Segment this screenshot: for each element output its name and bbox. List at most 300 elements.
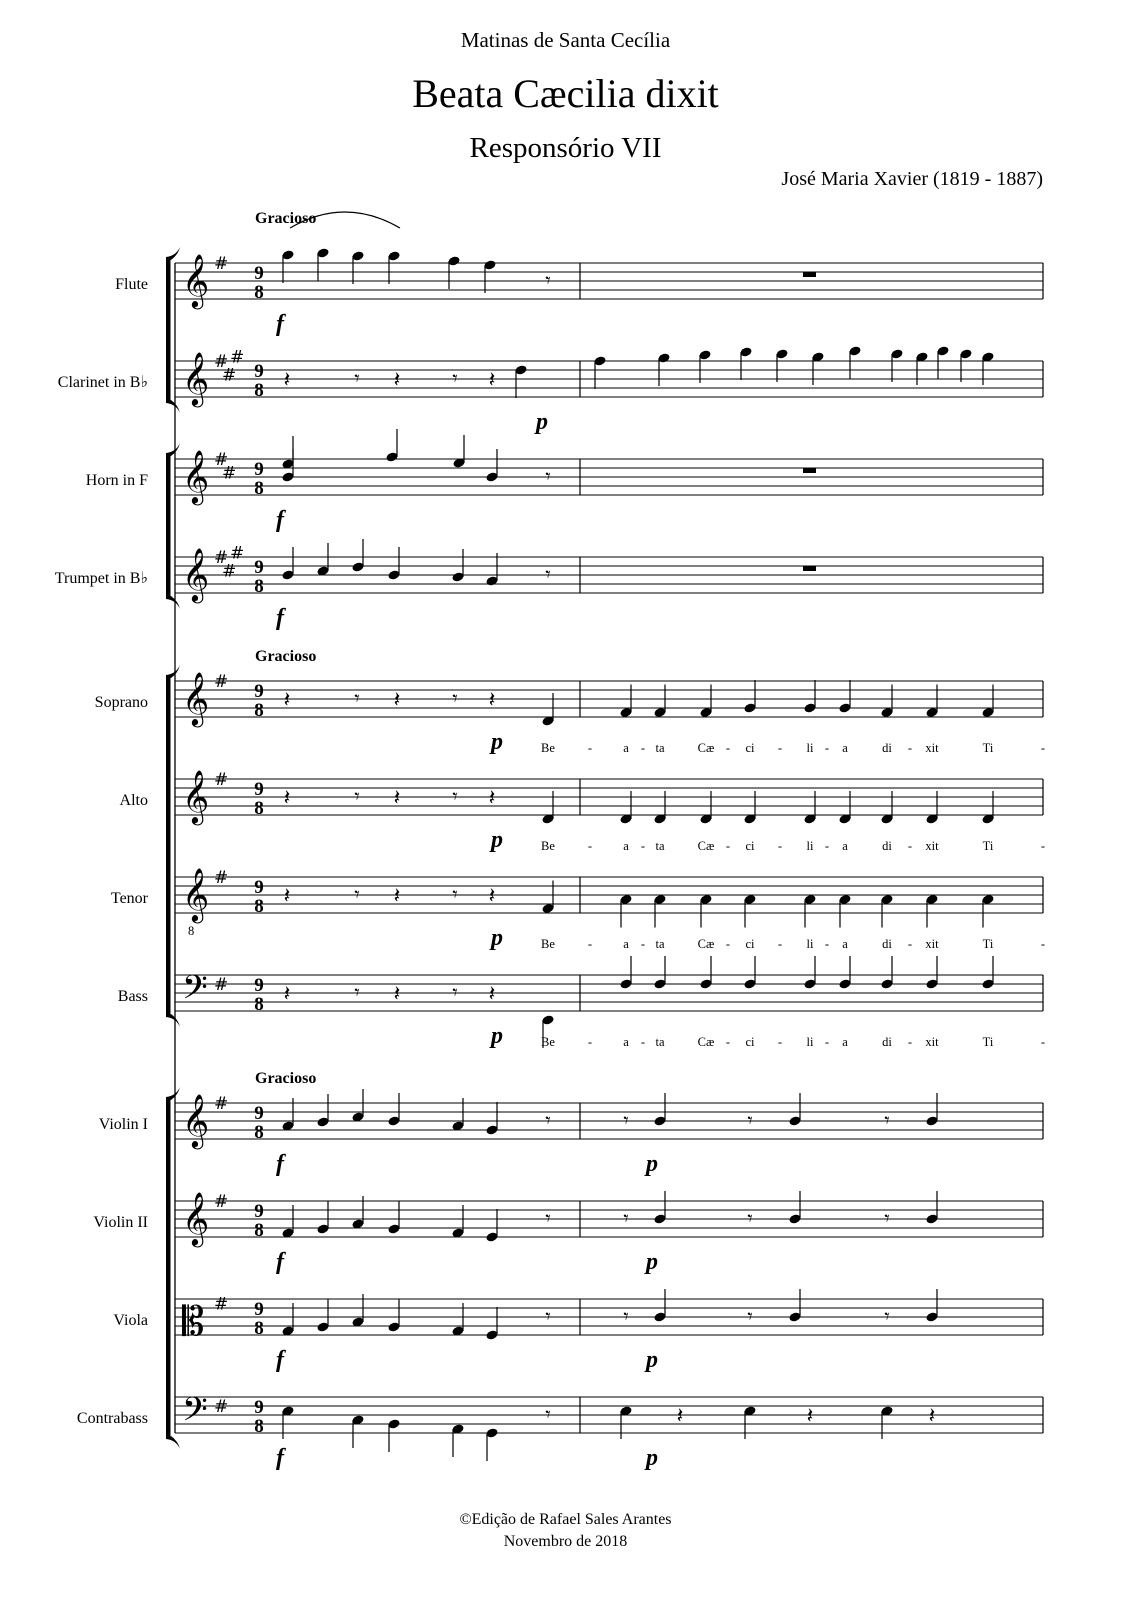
clarinet-note: [959, 348, 972, 382]
whole-rest: [803, 468, 816, 473]
staff-clarinet-in-b-: [58, 348, 1043, 436]
lyric-syllable: li: [806, 937, 814, 951]
eighth-rest: 𝄾: [354, 686, 360, 710]
key-signature-sharp: #: [214, 672, 229, 692]
eighth-rest: 𝄾: [884, 1206, 890, 1230]
violin2-note: [485, 1209, 498, 1243]
key-signature-sharp: #: [214, 1094, 229, 1114]
string-chord-note: [788, 1191, 801, 1225]
time-signature-bottom: 8: [254, 896, 264, 917]
time-signature-top: 9: [254, 263, 264, 284]
lyric-syllable: Ti: [982, 741, 994, 755]
quarter-rest: 𝄽: [488, 884, 496, 909]
clef-icon: 𝄢: [182, 969, 208, 1015]
eighth-rest: 𝄾: [623, 1108, 629, 1132]
quarter-rest: 𝄽: [393, 688, 401, 713]
trumpet-note: [387, 547, 400, 581]
staff-trumpet-in-b-: [55, 544, 1043, 632]
string-chord-note: [925, 1093, 938, 1127]
key-signature-sharp: #: [222, 561, 237, 582]
clarinet-note: [514, 364, 527, 398]
lyric-syllable: ci: [745, 937, 755, 951]
key-signature-sharp: #: [214, 254, 229, 274]
vocal-note: [880, 894, 893, 928]
lyric-syllable: a: [842, 1035, 848, 1049]
lyric-syllable: a: [842, 741, 848, 755]
clarinet-note: [739, 346, 752, 380]
flute-note: [281, 249, 294, 283]
time-signature-bottom: 8: [254, 1416, 264, 1437]
lyric-syllable: -: [640, 741, 646, 755]
vocal-note: [803, 894, 816, 928]
violin2-note: [316, 1201, 329, 1235]
string-chord-note: [788, 1289, 801, 1323]
lyric-syllable: li: [806, 1035, 814, 1049]
quarter-rest: 𝄽: [488, 786, 496, 811]
lyric-syllable: -: [907, 839, 913, 853]
eighth-rest: 𝄾: [452, 784, 458, 808]
instrument-label: Bass: [117, 988, 148, 1005]
staff-violin-ii: [93, 1191, 1043, 1275]
lyric-syllable: -: [777, 741, 783, 755]
tempo-marking: Gracioso: [255, 648, 317, 665]
eighth-rest: 𝄾: [747, 1304, 753, 1328]
dynamic-marking: f: [276, 1347, 284, 1373]
time-signature-bottom: 8: [254, 1122, 264, 1143]
brass-bracket: [166, 453, 171, 599]
eighth-rest: 𝄾: [452, 686, 458, 710]
dynamic-marking: p: [491, 925, 503, 951]
dynamic-marking: p: [646, 1249, 658, 1275]
lyric-syllable: Be: [541, 937, 555, 951]
eighth-rest: 𝄾: [452, 366, 458, 390]
brass-bracket-cap-bottom: [166, 596, 180, 609]
horn-note: [452, 435, 465, 469]
lyric-syllable: -: [725, 1035, 731, 1049]
trumpet-note: [485, 553, 498, 587]
vocal-note: [838, 956, 851, 990]
key-signature-sharp: #: [214, 1192, 229, 1212]
piece-subtitle: Responsório VII: [469, 132, 662, 164]
key-signature-sharp: #: [214, 1397, 229, 1417]
eighth-rest: 𝄾: [354, 980, 360, 1004]
key-signature-sharp: #: [230, 347, 245, 368]
key-signature-sharp: #: [222, 463, 237, 484]
vocal-note: [981, 956, 994, 990]
key-signature-sharp: #: [214, 770, 229, 790]
quarter-rest: 𝄽: [928, 1404, 936, 1429]
eighth-rest: 𝄾: [545, 268, 551, 292]
lyric-syllable: di: [882, 839, 892, 853]
woodwind-bracket: [166, 257, 171, 403]
lyric-syllable: Be: [541, 1035, 555, 1049]
lyric-syllable: Be: [541, 839, 555, 853]
eighth-rest: 𝄾: [545, 1206, 551, 1230]
vocal-note: [981, 894, 994, 928]
eighth-rest: 𝄾: [354, 784, 360, 808]
vocal-note: [653, 956, 666, 990]
eighth-rest: 𝄾: [354, 882, 360, 906]
viola-note: [485, 1307, 498, 1341]
instrument-label: Tenor: [110, 890, 148, 907]
eighth-rest: 𝄾: [884, 1108, 890, 1132]
staff-bass: [117, 969, 1046, 1049]
vocal-note: [743, 894, 756, 928]
lyric-syllable: a: [623, 1035, 629, 1049]
quarter-rest: 𝄽: [283, 368, 291, 393]
lyric-syllable: a: [842, 937, 848, 951]
viola-note: [387, 1299, 400, 1333]
vocal-note: [880, 956, 893, 990]
contrabass-note: [619, 1405, 632, 1439]
dynamic-marking: p: [536, 409, 548, 435]
vocal-note: [925, 791, 938, 825]
viola-note: [316, 1299, 329, 1333]
quarter-rest: 𝄽: [488, 982, 496, 1007]
tempo-marking: Gracioso: [255, 210, 317, 227]
lyric-syllable: -: [824, 741, 830, 755]
eighth-rest: 𝄾: [623, 1206, 629, 1230]
quarter-rest: 𝄽: [393, 884, 401, 909]
dynamic-marking: f: [276, 1151, 284, 1177]
quarter-rest: 𝄽: [283, 688, 291, 713]
trumpet-note: [351, 539, 364, 573]
staff-violin-i: [99, 1093, 1043, 1177]
instrument-label: Trumpet in B♭: [54, 570, 148, 587]
instrument-label: Flute: [115, 276, 148, 293]
eighth-rest: 𝄾: [623, 1304, 629, 1328]
quarter-rest: 𝄽: [283, 982, 291, 1007]
woodwind-bracket-cap-top: [166, 247, 180, 260]
vocal-note: [653, 894, 666, 928]
contrabass-note: [281, 1405, 294, 1439]
time-signature-top: 9: [254, 975, 264, 996]
clarinet-note: [915, 351, 928, 385]
staff-flute: [115, 253, 1043, 337]
lyric-syllable: a: [842, 839, 848, 853]
octave-marker: 8: [188, 924, 195, 938]
dynamic-marking: f: [276, 1445, 284, 1471]
lyric-syllable: ci: [745, 1035, 755, 1049]
woodwind-bracket-cap-bottom: [166, 400, 180, 413]
time-signature-bottom: 8: [254, 478, 264, 499]
brass-bracket-cap-top: [166, 443, 180, 456]
staff-contrabass: [77, 1391, 1043, 1471]
vocal-note: [803, 680, 816, 714]
vocal-note: [925, 956, 938, 990]
key-signature-sharp: #: [214, 352, 229, 372]
time-signature-top: 9: [254, 779, 264, 800]
choir-bracket-cap-top: [166, 665, 180, 678]
lyric-syllable: -: [725, 741, 731, 755]
violin1-note: [387, 1093, 400, 1127]
lyric-syllable: -: [777, 937, 783, 951]
staff-horn-in-f: [86, 449, 1043, 533]
clarinet-note: [890, 348, 903, 382]
whole-rest: [803, 272, 816, 277]
eighth-rest: 𝄾: [747, 1108, 753, 1132]
flute-note: [387, 250, 400, 284]
lyric-syllable: -: [777, 1035, 783, 1049]
eighth-rest: 𝄾: [452, 980, 458, 1004]
dynamic-marking: f: [276, 1249, 284, 1275]
lyric-syllable: Cæ: [697, 741, 715, 755]
vocal-note: [743, 956, 756, 990]
strings-bracket-cap-top: [166, 1087, 180, 1100]
lyric-syllable: -: [640, 937, 646, 951]
time-signature-top: 9: [254, 1397, 264, 1418]
lyric-syllable: -: [824, 1035, 830, 1049]
lyric-syllable: Ti: [982, 937, 994, 951]
lyric-syllable: -: [640, 839, 646, 853]
time-signature-top: 9: [254, 1103, 264, 1124]
contrabass-note: [451, 1423, 464, 1457]
time-signature-bottom: 8: [254, 994, 264, 1015]
vocal-note: [743, 791, 756, 825]
key-signature-sharp: #: [222, 365, 237, 386]
eighth-rest: 𝄾: [545, 464, 551, 488]
quarter-rest: 𝄽: [806, 1404, 814, 1429]
dynamic-marking: f: [276, 605, 284, 631]
lyric-syllable: Be: [541, 741, 555, 755]
violin1-note: [316, 1094, 329, 1128]
lyric-syllable: xit: [925, 741, 939, 755]
string-chord-note: [925, 1289, 938, 1323]
lyric-syllable: a: [623, 839, 629, 853]
clef-icon: 𝄡: [182, 1299, 205, 1345]
lyric-syllable: xit: [925, 1035, 939, 1049]
violin1-note: [351, 1089, 364, 1123]
clef-icon: 𝄞: [182, 449, 210, 503]
eighth-rest: 𝄾: [747, 1206, 753, 1230]
key-signature-sharp: #: [214, 450, 229, 470]
vocal-note: [838, 894, 851, 928]
key-signature-sharp: #: [230, 543, 245, 564]
quarter-rest: 𝄽: [393, 786, 401, 811]
time-signature-top: 9: [254, 361, 264, 382]
lyric-syllable: Cæ: [697, 1035, 715, 1049]
instrument-label: Clarinet in B♭: [57, 374, 148, 391]
flute-note: [316, 247, 329, 281]
lyric-syllable: -: [824, 839, 830, 853]
string-chord-note: [653, 1289, 666, 1323]
lyric-syllable: -: [725, 839, 731, 853]
trumpet-note: [281, 547, 294, 581]
clarinet-note: [811, 351, 824, 385]
collection-title: Matinas de Santa Cecília: [460, 28, 671, 52]
horn-note: [385, 429, 398, 463]
instrument-label: Horn in F: [85, 472, 148, 489]
clarinet-note: [981, 351, 994, 385]
vocal-note: [619, 791, 632, 825]
eighth-rest: 𝄾: [545, 1402, 551, 1426]
clef-icon: 𝄞: [182, 351, 210, 405]
choir-bracket: [166, 675, 171, 1017]
time-signature-top: 9: [254, 557, 264, 578]
dynamic-marking: p: [646, 1151, 658, 1177]
flute-note: [351, 250, 364, 284]
lyric-syllable: ta: [655, 937, 665, 951]
vocal-note: [803, 956, 816, 990]
vocal-note: [699, 791, 712, 825]
lyric-syllable: li: [806, 741, 814, 755]
vocal-note: [699, 956, 712, 990]
clarinet-note: [848, 345, 861, 379]
lyric-syllable: -: [824, 937, 830, 951]
eighth-rest: 𝄾: [545, 1108, 551, 1132]
quarter-rest: 𝄽: [676, 1404, 684, 1429]
dynamic-marking: p: [491, 729, 503, 755]
clarinet-note: [657, 352, 670, 386]
vocal-note: [838, 791, 851, 825]
lyric-syllable: -: [907, 741, 913, 755]
contrabass-note: [387, 1418, 400, 1452]
instrument-label: Violin II: [93, 1214, 148, 1231]
key-signature-sharp: #: [214, 548, 229, 568]
quarter-rest: 𝄽: [283, 786, 291, 811]
time-signature-bottom: 8: [254, 576, 264, 597]
lyric-syllable: xit: [925, 839, 939, 853]
lyric-syllable: ta: [655, 1035, 665, 1049]
lyric-syllable: -: [1040, 741, 1046, 755]
string-chord-note: [925, 1191, 938, 1225]
clef-icon: 𝄞: [182, 547, 210, 601]
lyric-syllable: a: [623, 741, 629, 755]
choir-bracket-cap-bottom: [166, 1014, 180, 1027]
time-signature-top: 9: [254, 877, 264, 898]
eighth-rest: 𝄾: [545, 562, 551, 586]
lyric-syllable: ta: [655, 741, 665, 755]
strings-bracket: [166, 1097, 171, 1439]
lyric-syllable: -: [725, 937, 731, 951]
instrument-label: Contrabass: [76, 1410, 148, 1427]
time-signature-top: 9: [254, 681, 264, 702]
lyric-syllable: a: [623, 937, 629, 951]
vocal-note: [699, 894, 712, 928]
lyric-syllable: -: [907, 937, 913, 951]
lyric-syllable: li: [806, 839, 814, 853]
clarinet-note: [936, 345, 949, 379]
time-signature-top: 9: [254, 1201, 264, 1222]
vocal-note: [743, 680, 756, 714]
clarinet-note: [775, 348, 788, 382]
clef-icon: 𝄢: [182, 1391, 208, 1437]
eighth-rest: 𝄾: [884, 1304, 890, 1328]
lyric-syllable: ci: [745, 741, 755, 755]
trumpet-note: [316, 543, 329, 577]
lyric-syllable: -: [1040, 937, 1046, 951]
dynamic-marking: f: [276, 311, 284, 337]
dynamic-marking: p: [646, 1347, 658, 1373]
lyric-syllable: di: [882, 741, 892, 755]
eighth-rest: 𝄾: [545, 1304, 551, 1328]
page-title: Beata Cæcilia dixit: [412, 71, 719, 116]
lyric-syllable: -: [587, 741, 593, 755]
flute-note: [483, 259, 496, 293]
time-signature-bottom: 8: [254, 1220, 264, 1241]
dynamic-marking: f: [276, 507, 284, 533]
clarinet-note: [698, 349, 711, 383]
string-chord-note: [653, 1093, 666, 1127]
time-signature-bottom: 8: [254, 1318, 264, 1339]
instrument-label: Alto: [119, 792, 148, 809]
quarter-rest: 𝄽: [393, 982, 401, 1007]
quarter-rest: 𝄽: [393, 368, 401, 393]
vocal-note: [619, 956, 632, 990]
instrument-label: Viola: [113, 1312, 148, 1329]
vocal-note: [981, 791, 994, 825]
clef-icon: 𝄞: [182, 671, 210, 725]
lyric-syllable: Ti: [982, 1035, 994, 1049]
lyric-syllable: -: [587, 937, 593, 951]
vocal-note: [880, 791, 893, 825]
clarinet-note: [593, 355, 606, 389]
quarter-rest: 𝄽: [488, 368, 496, 393]
time-signature-bottom: 8: [254, 700, 264, 721]
instrument-label: Soprano: [94, 694, 148, 711]
lyric-syllable: -: [587, 1035, 593, 1049]
lyric-syllable: -: [1040, 839, 1046, 853]
vocal-note: [925, 894, 938, 928]
dynamic-marking: p: [491, 827, 503, 853]
strings-bracket-cap-bottom: [166, 1436, 180, 1449]
lyric-syllable: -: [640, 1035, 646, 1049]
lyric-syllable: di: [882, 937, 892, 951]
staff-viola: [113, 1295, 1043, 1374]
lyric-syllable: xit: [925, 937, 939, 951]
key-signature-sharp: #: [214, 868, 229, 888]
eighth-rest: 𝄾: [354, 366, 360, 390]
clef-icon: 𝄞: [182, 1093, 210, 1147]
contrabass-note: [743, 1405, 756, 1439]
time-signature-bottom: 8: [254, 282, 264, 303]
clef-icon: 𝄞: [182, 1191, 210, 1245]
instrument-label: Violin I: [98, 1116, 148, 1133]
vocal-note: [653, 791, 666, 825]
lyric-syllable: Cæ: [697, 937, 715, 951]
pickup-note: [541, 791, 554, 825]
contrabass-note: [880, 1405, 893, 1439]
lyric-syllable: ci: [745, 839, 755, 853]
quarter-rest: 𝄽: [283, 884, 291, 909]
staff-soprano: [94, 671, 1046, 755]
time-signature-bottom: 8: [254, 380, 264, 401]
key-signature-sharp: #: [214, 1294, 229, 1315]
pickup-note: [541, 693, 554, 727]
clef-icon: 𝄞: [182, 769, 210, 823]
lyric-syllable: Ti: [982, 839, 994, 853]
time-signature-top: 9: [254, 1299, 264, 1320]
lyric-syllable: -: [1040, 1035, 1046, 1049]
composer-credit: José Maria Xavier (1819 - 1887): [781, 168, 1043, 190]
edition-credit: ©Edição de Rafael Sales Arantes: [459, 1511, 672, 1528]
clef-icon: 𝄞: [182, 867, 210, 921]
lyric-syllable: ta: [655, 839, 665, 853]
string-chord-note: [788, 1093, 801, 1127]
vocal-note: [838, 680, 851, 714]
key-signature-sharp: #: [214, 975, 229, 995]
vocal-note: [619, 894, 632, 928]
horn-note: [485, 449, 498, 483]
edition-date: Novembro de 2018: [503, 1533, 628, 1550]
lyric-syllable: di: [882, 1035, 892, 1049]
lyric-syllable: -: [777, 839, 783, 853]
eighth-rest: 𝄾: [452, 882, 458, 906]
dynamic-marking: p: [646, 1445, 658, 1471]
violin1-note: [485, 1102, 498, 1136]
time-signature-bottom: 8: [254, 798, 264, 819]
contrabass-note: [351, 1414, 364, 1448]
